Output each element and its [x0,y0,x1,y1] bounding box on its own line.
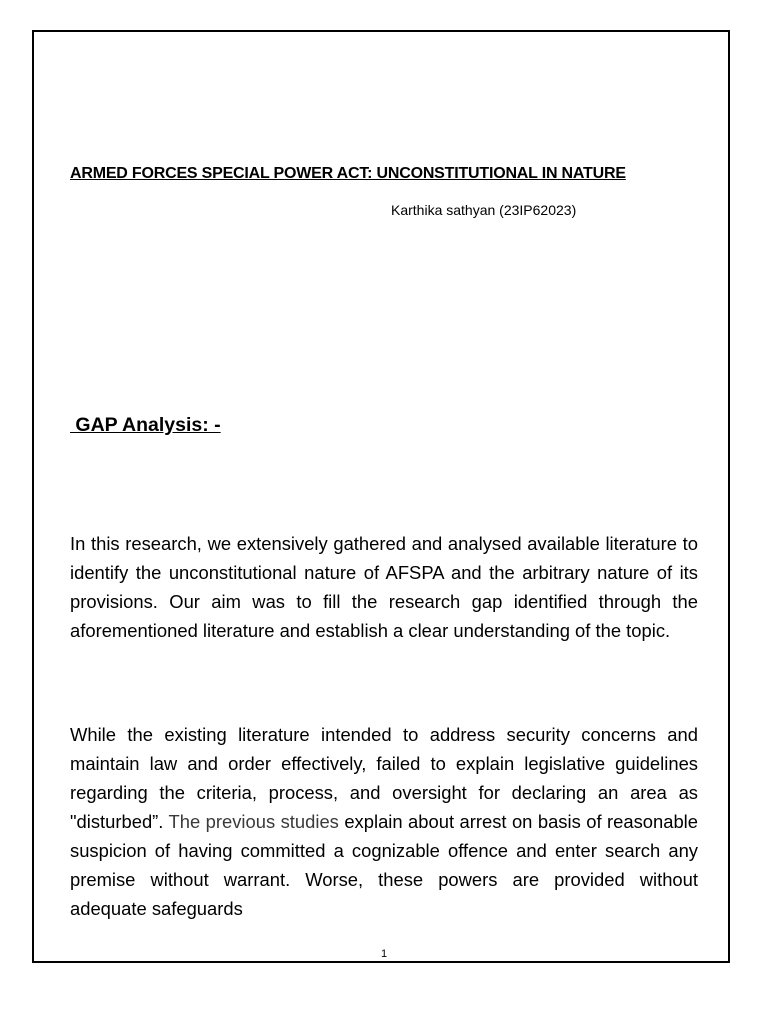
page-number: 1 [380,948,388,960]
paragraph-2-highlighted-text: The previous studies [168,811,339,832]
paragraph-1: In this research, we extensively gathered and analysed available literature to identify the unconstitutional nature of AFSPA and the arbitrary nature of its provisions. Our aim was to fill the research gap identified through the aforementioned literature and establish a clear understanding of the topic. [70,533,698,641]
paragraph-2 [70,720,698,923]
paragraph-2-part-1: While the existing literature intended to address security concerns and maintain law and order effectively, failed to explain legislative guidelines regarding the criteria, process, and oversight for declaring an area as "disturbed”. [70,724,698,832]
paragraph-2-part-2: explain about arrest on basis of reasonable suspicion of having committed a cognizable offence and enter search any premise without warrant. Worse, these powers are provided without adequate safeguards [70,811,698,919]
author-line: Karthika sathyan (23IP62023) [391,202,577,218]
document-title: ARMED FORCES SPECIAL POWER ACT: UNCONSTITUTIONAL IN NATURE [70,165,626,182]
section-heading-gap-analysis: GAP Analysis: - [70,414,221,436]
